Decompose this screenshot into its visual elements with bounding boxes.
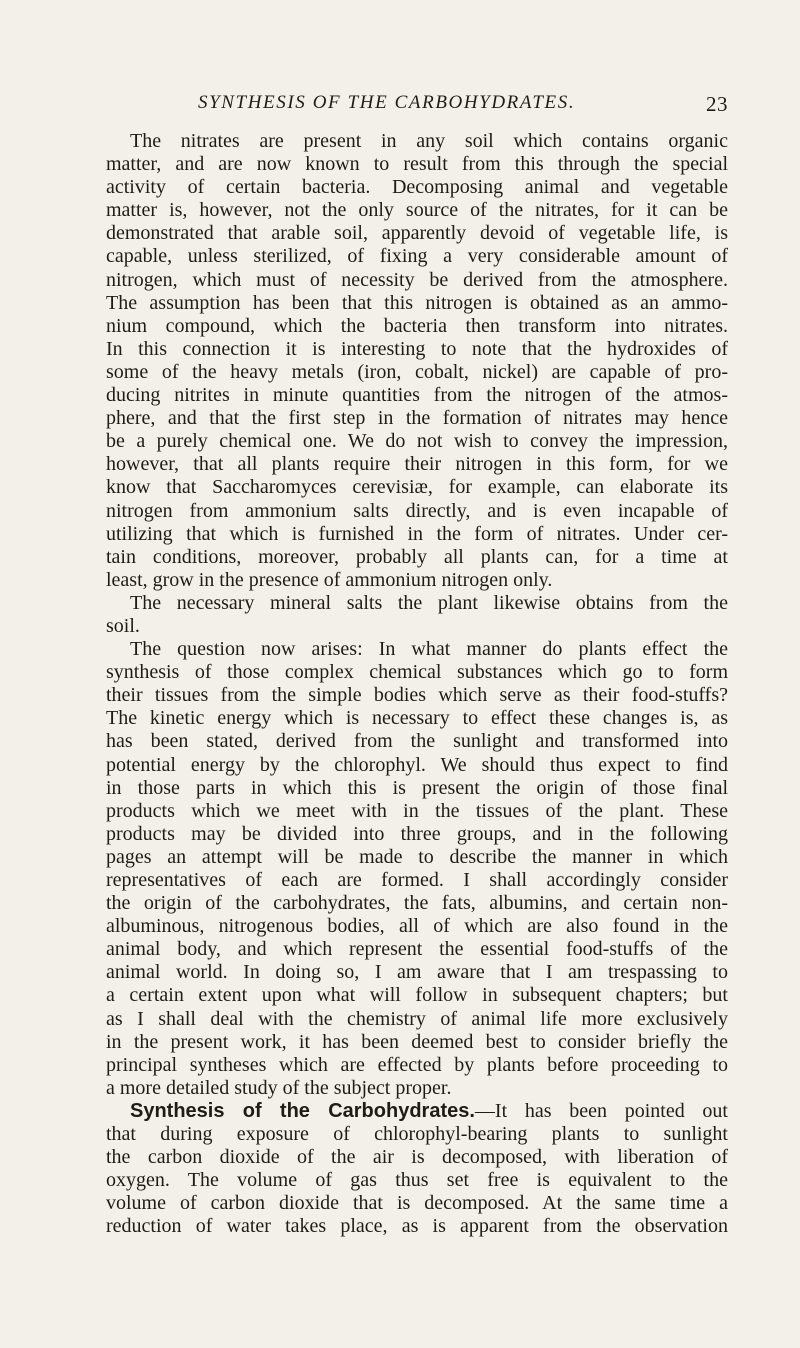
- text-line: [106, 1123, 728, 1146]
- text-line: [106, 1054, 728, 1077]
- line-text: pages an attempt will be made to describe the manner in which: [106, 845, 728, 868]
- text-line: [106, 1192, 728, 1215]
- text-line: [106, 915, 728, 938]
- line-text: phere, and that the first step in the formation of nitrates may hence: [106, 407, 728, 430]
- line-text: nium compound, which the bacteria then transform into nitrates.: [106, 314, 728, 337]
- text-line: [106, 777, 728, 800]
- line-text: The question now arises: In what manner do plants effect the: [130, 638, 728, 661]
- text-line: [106, 684, 728, 707]
- line-text: a certain extent upon what will follow in subsequent chapters; but: [106, 984, 728, 1007]
- line-text: products may be divided into three groups, and in the following: [106, 822, 728, 845]
- text-line: [106, 984, 728, 1007]
- text-line: [106, 315, 728, 338]
- text-line: [106, 754, 728, 777]
- text-line: [106, 1031, 728, 1054]
- line-text: products which we meet with in the tissues of the plant. These: [106, 799, 728, 822]
- line-text: The necessary mineral salts the plant likewise obtains from the: [130, 591, 728, 614]
- line-text: The nitrates are present in any soil which contains organic: [130, 130, 728, 152]
- text-line: [106, 846, 728, 869]
- text-line: [106, 892, 728, 915]
- line-text: tain conditions, moreover, probably all plants can, for a time at: [106, 545, 728, 568]
- text-line: [106, 361, 728, 384]
- text-line: [106, 707, 728, 730]
- text-line: [106, 1008, 728, 1031]
- text-line: [106, 730, 728, 753]
- text-line: [106, 661, 728, 684]
- text-line: [106, 800, 728, 823]
- line-text: animal world. In doing so, I am aware that I am trespassing to: [106, 961, 728, 984]
- text-line: [106, 592, 728, 615]
- text-line: [106, 638, 728, 661]
- text-line: [106, 1169, 728, 1192]
- line-text: nitrogen from ammonium salts directly, and is even incapable of: [106, 499, 728, 522]
- line-text: activity of certain bacteria. Decomposing animal and vegetable: [106, 176, 728, 199]
- line-text: matter is, however, not the only source of the nitrates, for it can be: [106, 199, 728, 222]
- running-title: SYNTHESIS OF THE CARBOHYDRATES.: [198, 92, 576, 113]
- line-text: least, grow in the presence of ammonium nitrogen only.: [106, 568, 553, 591]
- line-text: The assumption has been that this nitrogen is obtained as an ammo-: [106, 291, 728, 314]
- line-text: representatives of each are formed. I shall accordingly consider: [106, 869, 728, 891]
- line-text: as I shall deal with the chemistry of animal life more exclusively: [106, 1007, 728, 1030]
- text-line: [106, 615, 728, 638]
- line-text: The kinetic energy which is necessary to effect these changes is, as: [106, 707, 728, 730]
- line-text: potential energy by the chlorophyl. We should thus expect to find: [106, 753, 728, 776]
- text-line: [106, 153, 728, 176]
- text-line: [106, 938, 728, 961]
- line-text: their tissues from the simple bodies which serve as their food-stuffs?: [106, 684, 728, 707]
- body-text: [106, 130, 728, 1239]
- line-text: synthesis of those complex chemical substances which go to form: [106, 661, 728, 684]
- line-text: in those parts in which this is present the origin of those final: [106, 776, 728, 799]
- line-text: soil.: [106, 614, 140, 637]
- text-line: [106, 961, 728, 984]
- text-line: [106, 338, 728, 361]
- line-text: animal body, and which represent the essential food-stuffs of the: [106, 938, 728, 961]
- line-text: oxygen. The volume of gas thus set free is equivalent to the: [106, 1169, 728, 1192]
- text-line: [106, 823, 728, 846]
- text-line: [106, 546, 728, 569]
- line-text: a more detailed study of the subject proper.: [106, 1076, 452, 1099]
- line-text: has been stated, derived from the sunlight and transformed into: [106, 730, 728, 753]
- text-line: [106, 869, 728, 892]
- line-text: —It has been pointed out: [474, 1099, 728, 1122]
- text-line: [106, 453, 728, 476]
- text-line: [106, 1215, 728, 1238]
- text-line: [106, 1100, 728, 1123]
- line-text: know that Saccharomyces cerevisiæ, for example, can elaborate its: [106, 476, 728, 499]
- line-text: nitrogen, which must of necessity be derived from the atmosphere.: [106, 268, 728, 291]
- running-head: [108, 92, 728, 120]
- line-text: matter, and are now known to result from this through the special: [106, 153, 728, 176]
- line-text: reduction of water takes place, as is apparent from the observation: [106, 1215, 728, 1238]
- line-text: volume of carbon dioxide that is decomposed. At the same time a: [106, 1192, 728, 1215]
- line-text: In this connection it is interesting to note that the hydroxides of: [106, 337, 728, 360]
- text-line: [106, 176, 728, 199]
- text-line: [106, 269, 728, 292]
- line-text: some of the heavy metals (iron, cobalt, nickel) are capable of pro-: [106, 360, 728, 383]
- line-text: the carbon dioxide of the air is decomposed, with liberation of: [106, 1146, 728, 1169]
- text-line: [106, 1146, 728, 1169]
- line-text: that during exposure of chlorophyl-bearing plants to sunlight: [106, 1123, 728, 1146]
- text-line: [106, 245, 728, 268]
- line-text: the origin of the carbohydrates, the fats, albumins, and certain non-: [106, 892, 728, 915]
- text-line: [106, 222, 728, 245]
- text-line: [106, 430, 728, 453]
- text-line: [106, 569, 728, 592]
- text-line: [106, 130, 728, 153]
- line-text: utilizing that which is furnished in the form of nitrates. Under cer-: [106, 522, 728, 545]
- text-line: [106, 384, 728, 407]
- line-text: ducing nitrites in minute quantities from the nitrogen of the atmos-: [106, 384, 728, 407]
- page-number: 23: [706, 92, 728, 116]
- line-text: albuminous, nitrogenous bodies, all of which are also found in the: [106, 915, 728, 938]
- text-line: [106, 292, 728, 315]
- line-text: demonstrated that arable soil, apparently devoid of vegetable life, is: [106, 222, 728, 245]
- text-line: [106, 407, 728, 430]
- section-heading: Synthesis of the Carbohydrates.: [130, 1099, 475, 1122]
- line-text: capable, unless sterilized, of fixing a very considerable amount of: [106, 245, 728, 268]
- text-line: [106, 476, 728, 499]
- text-line: [106, 1077, 728, 1100]
- line-text: be a purely chemical one. We do not wish to convey the impression,: [106, 430, 728, 453]
- text-line: [106, 500, 728, 523]
- line-text: principal syntheses which are effected by plants before proceeding to: [106, 1053, 728, 1076]
- text-line: [106, 199, 728, 222]
- line-text: in the present work, it has been deemed best to consider briefly the: [106, 1030, 728, 1053]
- text-line: [106, 523, 728, 546]
- line-text: however, that all plants require their nitrogen in this form, for we: [106, 453, 728, 476]
